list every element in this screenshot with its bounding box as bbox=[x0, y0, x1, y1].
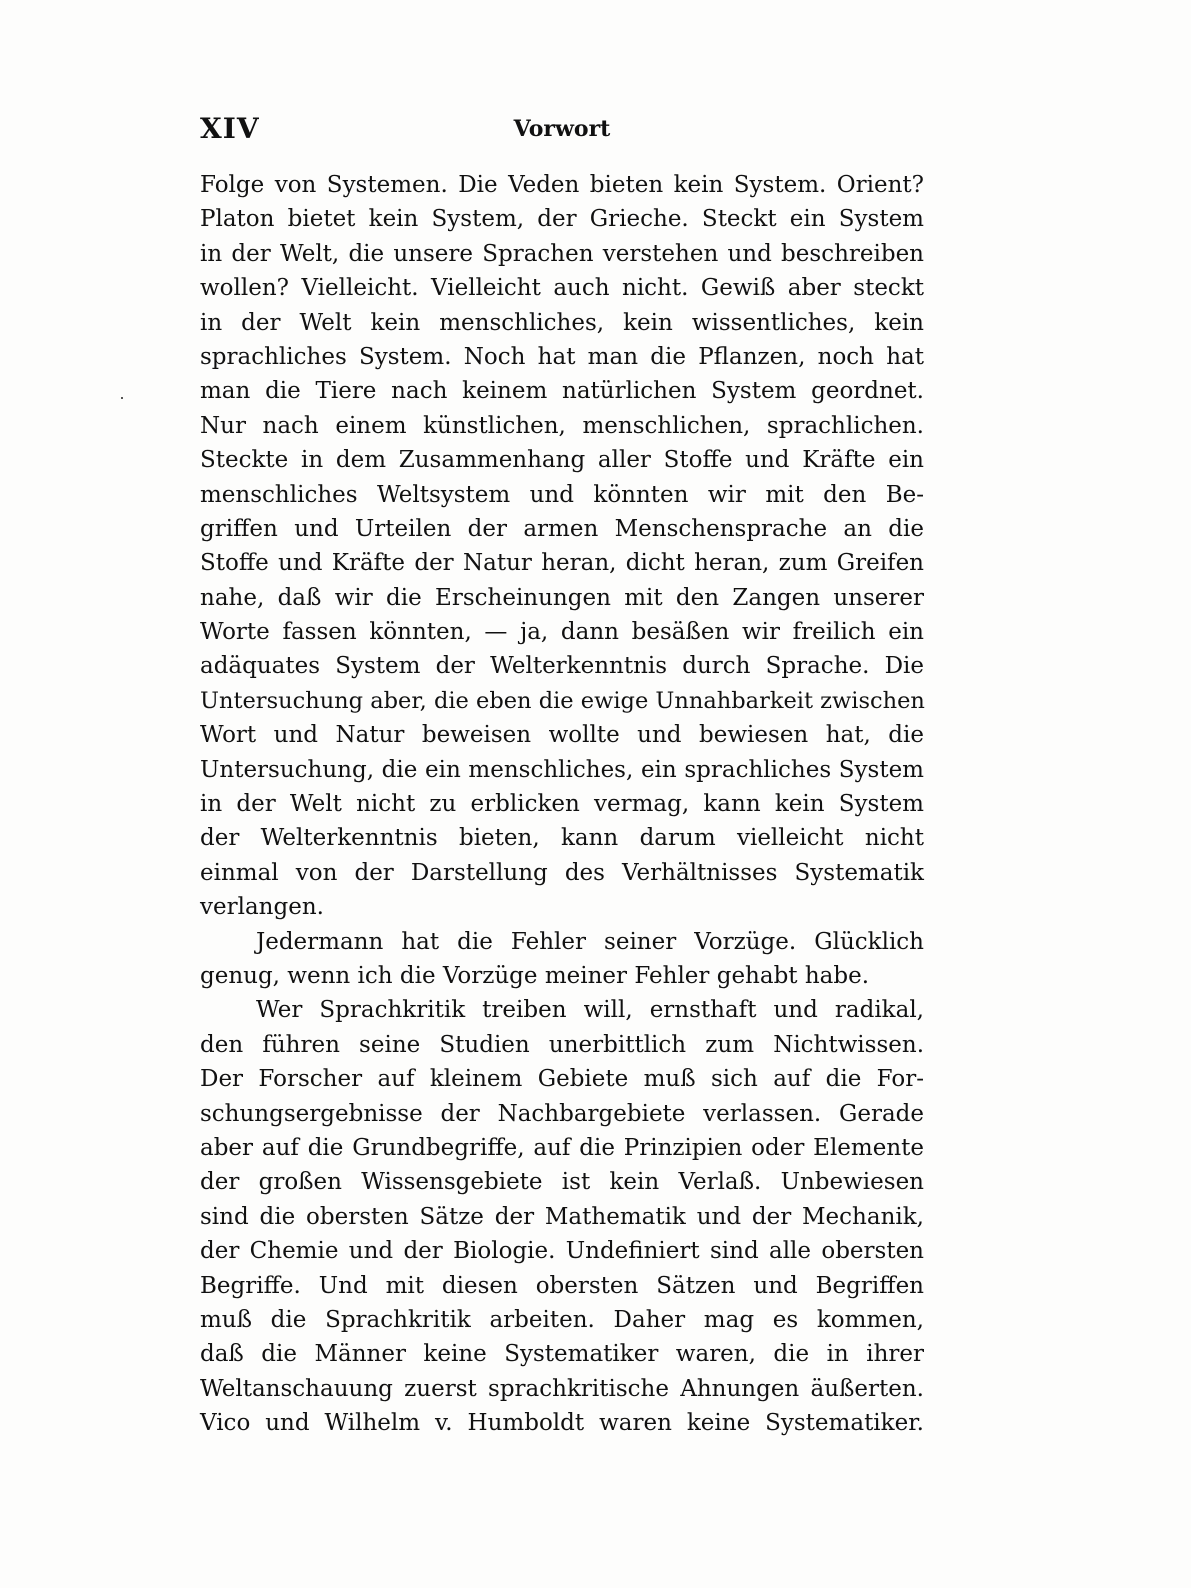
text-line: man die Tiere nach keinem natürlichen System geordnet. bbox=[200, 378, 924, 405]
text-line: der großen Wissensgebiete ist kein Verlaß. Unbewiesen bbox=[200, 1169, 924, 1196]
text-line: Weltanschauung zuerst sprachkritische Ahnungen äußerten. bbox=[200, 1375, 924, 1402]
text-line: in der Welt kein menschliches, kein wissentliches, kein bbox=[200, 309, 924, 336]
paragraph-end-line: verlangen. bbox=[200, 894, 324, 921]
text-line: Begriffe. Und mit diesen obersten Sätzen und Begriffen bbox=[200, 1272, 924, 1299]
text-line: Steckte in dem Zusammenhang aller Stoffe und Kräfte ein bbox=[200, 447, 924, 474]
text-line: muß die Sprachkritik arbeiten. Daher mag es kommen, bbox=[200, 1306, 924, 1333]
text-line: Der Forscher auf kleinem Gebiete muß sich auf die For- bbox=[200, 1066, 924, 1093]
text-line: Folge von Systemen. Die Veden bieten kein System. Orient? bbox=[200, 172, 924, 198]
text-line: sind die obersten Sätze der Mathematik und der Mechanik, bbox=[200, 1203, 924, 1230]
text-line: in der Welt nicht zu erblicken vermag, kann kein System bbox=[200, 791, 924, 818]
text-line: adäquates System der Welterkenntnis durch Sprache. Die bbox=[200, 653, 924, 680]
text-line: Nur nach einem künstlichen, menschlichen, sprachlichen. bbox=[200, 412, 924, 439]
text-line: den führen seine Studien unerbittlich zum Nichtwissen. bbox=[200, 1031, 924, 1058]
text-line: Vico und Wilhelm v. Humboldt waren keine Systematiker. bbox=[200, 1410, 924, 1437]
text-line: der Chemie und der Biologie. Undefiniert sind alle obersten bbox=[200, 1238, 924, 1265]
text-line: griffen und Urteilen der armen Menschensprache an die bbox=[200, 515, 924, 542]
margin-speck bbox=[121, 397, 123, 399]
page-header bbox=[200, 112, 924, 152]
text-line: menschliches Weltsystem und könnten wir mit den Be- bbox=[200, 481, 924, 508]
text-line: sprachliches System. Noch hat man die Pflanzen, noch hat bbox=[200, 343, 924, 370]
text-line: daß die Männer keine Systematiker waren, die in ihrer bbox=[200, 1341, 924, 1368]
body-text bbox=[200, 168, 924, 1440]
text-line: Untersuchung aber, die eben die ewige Unnahbarkeit zwischen bbox=[200, 687, 925, 714]
text-line: Stoffe und Kräfte der Natur heran, dicht heran, zum Greifen bbox=[200, 550, 924, 577]
text-line: Platon bietet kein System, der Grieche. Steckt ein System bbox=[200, 206, 924, 233]
paragraph-end-line: genug, wenn ich die Vorzüge meiner Fehler gehabt habe. bbox=[200, 962, 870, 989]
text-line: aber auf die Grundbegriffe, auf die Prinzipien oder Elemente bbox=[200, 1134, 924, 1161]
text-line: Worte fassen könnten, — ja, dann besäßen wir freilich ein bbox=[200, 619, 924, 646]
text-line: einmal von der Darstellung des Verhältnisses Systematik bbox=[200, 859, 924, 886]
page-number: XIV bbox=[200, 112, 260, 145]
paragraph-start-line: Wer Sprachkritik treiben will, ernsthaft und radikal, bbox=[256, 997, 924, 1024]
text-line: Wort und Natur beweisen wollte und bewiesen hat, die bbox=[200, 722, 924, 749]
text-line: schungsergebnisse der Nachbargebiete verlassen. Gerade bbox=[200, 1100, 924, 1127]
paragraph-start-line: Jedermann hat die Fehler seiner Vorzüge. Glücklich bbox=[256, 928, 924, 955]
text-line: nahe, daß wir die Erscheinungen mit den Zangen unserer bbox=[200, 584, 924, 611]
text-line: der Welterkenntnis bieten, kann darum vielleicht nicht bbox=[200, 825, 924, 852]
text-line: wollen? Vielleicht. Vielleicht auch nicht. Gewiß aber steckt bbox=[200, 275, 924, 302]
text-line: in der Welt, die unsere Sprachen verstehen und beschreiben bbox=[200, 240, 924, 267]
text-line: Untersuchung, die ein menschliches, ein sprachliches System bbox=[200, 756, 924, 783]
running-title: Vorwort bbox=[513, 116, 611, 142]
